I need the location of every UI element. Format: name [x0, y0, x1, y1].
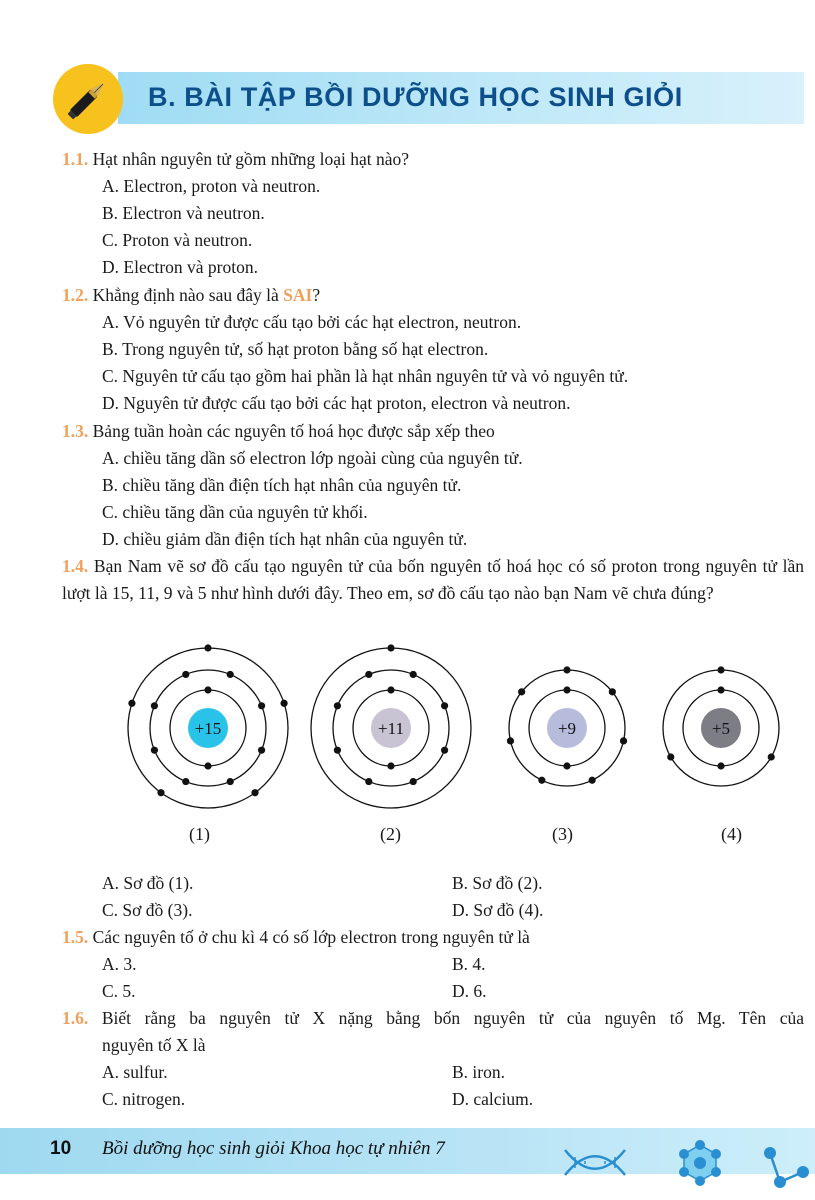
question-text: Hạt nhân nguyên tử gồm những loại hạt nào?: [92, 149, 410, 169]
electron: [227, 671, 234, 678]
electron: [387, 686, 394, 693]
electron: [410, 778, 417, 785]
nucleus-charge: +11: [378, 719, 404, 738]
question-text: Bạn Nam vẽ sơ đồ cấu tạo nguyên tử của bốn nguyên tố hoá học có số proton trong nguyên tử lần lượt là 15, 11, 9 và 5 như hình dưới đây. Theo em, sơ đồ cấu tạo nào bạn Nam vẽ chưa đúng?: [62, 556, 805, 603]
electron: [538, 777, 545, 784]
electron: [667, 753, 674, 760]
book-title: Bồi dưỡng học sinh giỏi Khoa học tự nhiên 7: [102, 1138, 445, 1159]
option: C. Proton và neutron.: [102, 230, 253, 250]
option: C. Sơ đồ (3).: [102, 900, 193, 920]
electron: [182, 671, 189, 678]
option: D. calcium.: [452, 1089, 534, 1109]
electron: [365, 671, 372, 678]
electron: [157, 789, 164, 796]
option: C. 5.: [102, 981, 136, 1001]
pen-icon: [53, 64, 123, 134]
option: A. Sơ đồ (1).: [102, 873, 194, 893]
option: B. Trong nguyên tử, số hạt proton bằng số hạt electron.: [102, 339, 489, 359]
atom-1: [128, 644, 288, 808]
question-text: Các nguyên tố ở chu kì 4 có số lớp electron trong nguyên tử là: [92, 927, 530, 947]
atom-2: [311, 644, 471, 808]
atom-3: [507, 666, 627, 786]
electron: [518, 688, 525, 695]
electron: [334, 702, 341, 709]
question-text-cont: nguyên tố X là: [102, 1035, 206, 1055]
electron: [204, 686, 211, 693]
electron: [365, 778, 372, 785]
question-number: 1.1.: [62, 149, 89, 169]
section-title: B. BÀI TẬP BỒI DƯỠNG HỌC SINH GIỎI: [148, 82, 683, 112]
electron: [768, 753, 775, 760]
page-number: 10: [50, 1138, 72, 1159]
electron: [507, 737, 514, 744]
molecule-icon: [679, 1140, 721, 1186]
footer-decoration: [560, 1130, 810, 1200]
electron: [151, 747, 158, 754]
electron: [204, 644, 211, 651]
question-1-2: [62, 284, 320, 306]
electron: [280, 700, 287, 707]
nucleus-charge: +15: [194, 719, 222, 738]
question-number: 1.5.: [62, 927, 89, 947]
question-number: 1.4.: [62, 556, 89, 576]
electron: [441, 747, 448, 754]
electron: [258, 747, 265, 754]
option: B. Electron và neutron.: [102, 203, 265, 223]
electron: [251, 789, 258, 796]
option: C. chiều tăng dần của nguyên tử khối.: [102, 502, 368, 522]
electron: [204, 762, 211, 769]
electron: [258, 702, 265, 709]
question-text: Biết rằng ba nguyên tử X nặng bằng bốn nguyên tử của nguyên tố Mg. Tên của: [101, 1008, 805, 1028]
option: C. Nguyên tử cấu tạo gồm hai phần là hạt nhân nguyên tử và vỏ nguyên tử.: [102, 366, 629, 386]
electron: [620, 737, 627, 744]
electron: [717, 686, 724, 693]
option: D. Nguyên tử được cấu tạo bởi các hạt proton, electron và neutron.: [102, 393, 571, 413]
electron: [563, 666, 570, 673]
atom-4: [663, 666, 779, 786]
question-1-3: [62, 420, 495, 442]
electron: [609, 688, 616, 695]
electron: [441, 702, 448, 709]
option: D. 6.: [452, 981, 487, 1001]
atom-label-3: (3): [552, 824, 573, 844]
atom-diagrams: [100, 640, 800, 825]
option: A. 3.: [102, 954, 137, 974]
highlight-word: SAI: [283, 285, 313, 305]
option: A. Electron, proton và neutron.: [102, 176, 321, 196]
question-1-1: [62, 148, 409, 170]
atom-label-1: (1): [189, 824, 210, 844]
option: D. chiều giảm dần điện tích hạt nhân của nguyên tử.: [102, 529, 468, 549]
nucleus-charge: +5: [711, 719, 731, 738]
question-number: 1.3.: [62, 421, 89, 441]
option: D. Sơ đồ (4).: [452, 900, 544, 920]
nucleus-charge: +9: [557, 719, 577, 738]
atom-label-2: (2): [380, 824, 401, 844]
option: A. Vỏ nguyên tử được cấu tạo bởi các hạt electron, neutron.: [102, 312, 522, 332]
question-number: 1.2.: [62, 285, 89, 305]
electron: [387, 644, 394, 651]
question-1-4: [62, 553, 804, 607]
electron: [563, 762, 570, 769]
option: B. iron.: [452, 1062, 505, 1082]
electron: [563, 686, 570, 693]
option: B. chiều tăng dần điện tích hạt nhân của nguyên tử.: [102, 475, 462, 495]
question-text: Khẳng định nào sau đây là: [92, 285, 284, 305]
electron: [227, 778, 234, 785]
electron: [589, 777, 596, 784]
dna-icon: [565, 1150, 625, 1175]
question-number: 1.6.: [62, 1008, 89, 1028]
electron: [128, 700, 135, 707]
question-1-6: [62, 1007, 804, 1029]
electron: [717, 762, 724, 769]
option: A. chiều tăng dần số electron lớp ngoài cùng của nguyên tử.: [102, 448, 523, 468]
question-text-end: ?: [312, 285, 321, 305]
electron: [387, 762, 394, 769]
network-icon: [764, 1147, 809, 1188]
atom-label-4: (4): [721, 824, 742, 844]
option: B. Sơ đồ (2).: [452, 873, 543, 893]
electron: [151, 702, 158, 709]
option: B. 4.: [452, 954, 486, 974]
question-text: Bảng tuần hoàn các nguyên tố hoá học được sắp xếp theo: [92, 421, 495, 441]
electron: [410, 671, 417, 678]
question-1-5: [62, 926, 530, 948]
electron: [717, 666, 724, 673]
option: C. nitrogen.: [102, 1089, 186, 1109]
option: D. Electron và proton.: [102, 257, 258, 277]
option: A. sulfur.: [102, 1062, 168, 1082]
electron: [334, 747, 341, 754]
electron: [182, 778, 189, 785]
